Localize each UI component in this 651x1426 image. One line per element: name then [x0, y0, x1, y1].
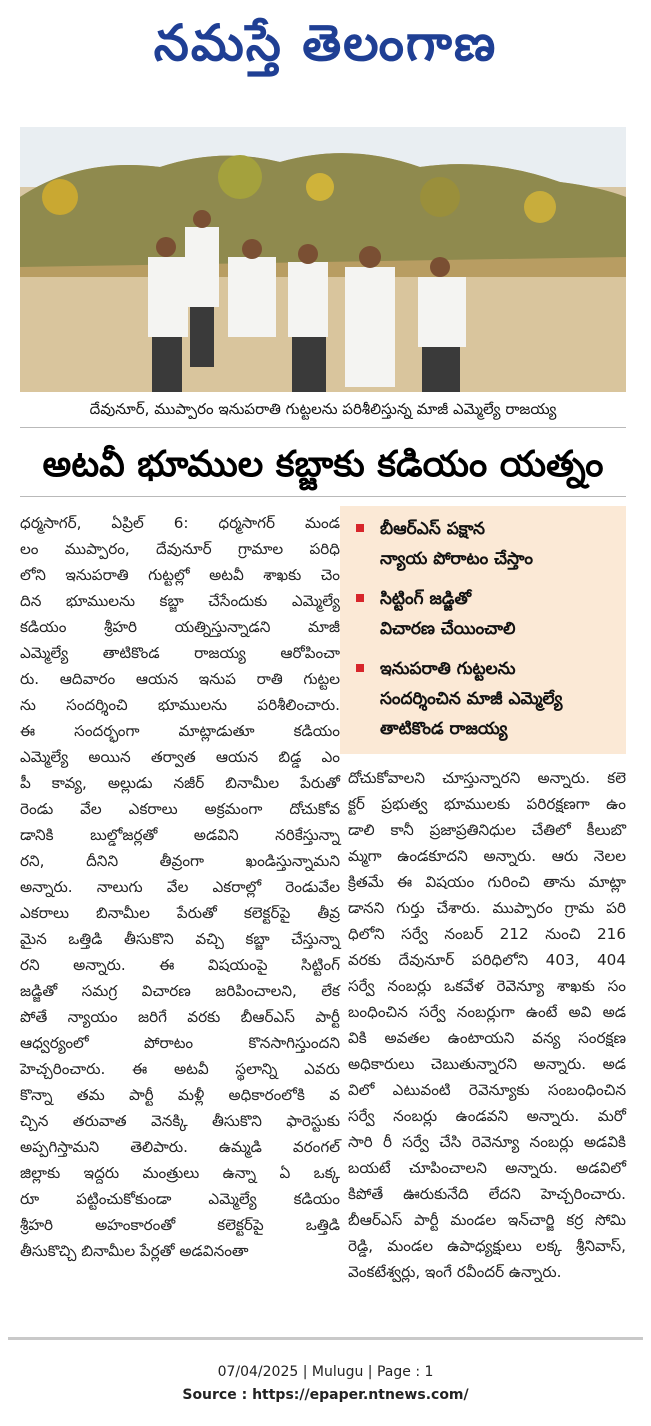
text-line: రెడ్డి, మండల ఉపాధ్యక్షులు లక్క శ్రీనివాస్,: [348, 1237, 626, 1255]
text-line: విలో ఎటువంటి రెవెన్యూకు సంబంధించిన: [348, 1081, 626, 1099]
text-line: శ్రీహరి అహంకారంతో కలెక్టర్‌పై ఒత్తిడి: [20, 1216, 340, 1234]
text-line: జిల్లాకు ఇద్దరు మంత్రులు ఉన్నా ఏ ఒక్క: [20, 1164, 340, 1182]
highlight-line: తాటికొండ రాజయ్య: [380, 719, 508, 739]
text-line: మైన ఒత్తిడి తీసుకొని వచ్చి కబ్జా చేస్తున్నా: [20, 930, 340, 948]
bullet-icon: [356, 524, 364, 532]
highlight-line: ఇనుపరాతి గుట్టలను: [380, 659, 516, 679]
text-line: చ్చిన తరువాత వెనక్కి తీసుకొని ఫారెస్టుకు: [20, 1112, 340, 1130]
highlight-line: బీఆర్ఎస్ పక్షాన: [380, 519, 485, 539]
text-line: ధిలోని సర్వే నంబర్ 212 నుంచి 216: [348, 925, 626, 943]
text-line: రూ పట్టించుకోకుండా ఎమ్మెల్యే కడియం: [20, 1190, 340, 1208]
text-line: సర్వే నంబర్లు ఒకవేళ రెవెన్యూ శాఖకు సం: [348, 977, 626, 995]
text-line: రని అన్నారు. ఈ విషయంపై సిట్టింగ్: [20, 956, 340, 974]
text-line: వెంకటేశ్వర్లు, ఇంగే రవీందర్ ఉన్నారు.: [348, 1263, 562, 1281]
text-line: కడియం శ్రీహరి యత్నిస్తున్నాడని మాజీ: [20, 618, 340, 636]
text-line: తీసుకొచ్చి బినామీల పేర్లతో అడవినంతా: [20, 1242, 249, 1260]
highlight-line: సందర్శించిన మాజీ ఎమ్మెల్యే: [380, 689, 563, 709]
text-line: బయటే చూపించాలని అన్నారు. అడవిలో: [348, 1159, 626, 1177]
page-bottom-divider: [8, 1337, 643, 1340]
news-photo: [20, 127, 626, 392]
text-line: రు. ఆదివారం ఆయన ఇనుప రాతి గుట్టల: [20, 670, 340, 688]
text-line: జడ్జితో సమగ్ర విచారణ జరిపించాలని, లేక: [20, 982, 340, 1000]
text-line: ఎకరాలు బినామీల పేరుతో కలెక్టర్‌పై తీవ్ర: [20, 904, 340, 922]
highlight-item: [356, 654, 562, 744]
caption-divider: [20, 427, 626, 428]
headline-divider: [20, 496, 626, 497]
text-line: అప్పగిస్తామని తెలిపారు. ఉమ్మడి వరంగల్: [20, 1138, 340, 1156]
text-line: డాలి కానీ ప్రజాప్రతినిధుల చేతిలో కీలుబొ: [348, 821, 626, 839]
highlight-item: [356, 584, 516, 644]
text-line: రని, దీనిని తీవ్రంగా ఖండిస్తున్నామని: [20, 852, 340, 870]
article-headline: అటవీ భూముల కబ్జాకు కడియం యత్నం: [42, 444, 604, 485]
text-line: డానికి బుల్డోజర్లతో అడవిని నరికేస్తున్నా: [20, 826, 340, 844]
highlight-line: సిట్టింగ్ జడ్జితో: [380, 589, 472, 609]
text-line: రెండు వేల ఎకరాలు అక్రమంగా దోచుకోవ: [20, 800, 340, 818]
text-line: ధర్మసాగర్, ఏప్రిల్ 6: ధర్మసాగర్ మండ: [20, 514, 340, 532]
text-line: వరకు దేవునూర్ పరిధిలోని 403, 404: [348, 951, 626, 969]
text-line: దోచుకోవాలని చూస్తున్నారని అన్నారు. కలె: [348, 769, 626, 787]
photo-caption: దేవునూర్, ముప్పారం ఇనుపరాతి గుట్టలను పరిశీలిస్తున్న మాజీ ఎమ్మెల్యే రాజయ్య: [89, 400, 557, 418]
text-line: లం ముప్పారం, దేవునూర్ గ్రామాల పరిధి: [20, 540, 340, 558]
text-line: సర్వే నంబర్లు ఉండవని అన్నారు. మరో: [348, 1107, 626, 1125]
highlight-line: విచారణ చేయించాలి: [380, 619, 516, 639]
text-line: అన్నారు. నాలుగు వేల ఎకరాల్లో రెండువేల: [20, 878, 340, 896]
text-line: కొన్నా తమ పార్టీ మళ్లీ అధికారంలోకి వ: [20, 1086, 340, 1104]
text-line: డానని గుర్తు చేశారు. ముప్పారం గ్రామ పరి: [348, 899, 626, 917]
article-column-1: [20, 510, 340, 1264]
newspaper-masthead: నమస్తే తెలంగాణ: [153, 13, 498, 72]
text-line: ఎమ్మెల్యే అయిన తర్వాత ఆయన బిడ్డ ఎం: [20, 748, 340, 766]
text-line: అధికారులు చెబుతున్నారని అన్నారు. అడ: [348, 1055, 626, 1073]
bullet-icon: [356, 664, 364, 672]
highlight-line: న్యాయ పోరాటం చేస్తాం: [380, 549, 534, 569]
text-line: వికి అవతల ఉంటాయని వన్య సంరక్షణ: [348, 1029, 626, 1047]
text-line: క్టర్ ప్రభుత్వ భూములకు పరిరక్షణగా ఉం: [348, 795, 626, 813]
text-line: ఎమ్మెల్యే తాటికొండ రాజయ్య ఆరోపించా: [20, 644, 340, 662]
text-line: బీఆర్ఎస్ పార్టీ మండల ఇన్‌చార్జి కర్ర సోమి: [348, 1211, 626, 1229]
text-line: ను సందర్శించి భూములను పరిశీలించారు.: [20, 696, 340, 714]
text-line: లోని ఇనుపరాతి గుట్టల్లో అటవీ శాఖకు చెం: [20, 566, 340, 584]
text-line: మ్మగా ఉండకూదని అన్నారు. ఆరు నెలల: [348, 847, 626, 865]
text-line: బంధించిన సర్వే నంబర్లుగా ఉంటే అవి అడ: [348, 1003, 626, 1021]
text-line: ఈ సందర్భంగా మాట్లాడుతూ కడియం: [20, 722, 340, 740]
text-line: సారి రీ సర్వే చేసి రెవెన్యూ నంబర్లు అడవికి: [348, 1133, 626, 1151]
text-line: పోతే న్యాయం జరిగే వరకు బీఆర్ఎస్ పార్టీ: [20, 1008, 340, 1026]
footer-source: Source : https://epaper.ntnews.com/: [182, 1387, 469, 1403]
text-line: ఆధ్వర్యంలో పోరాటం కొనసాగిస్తుందని: [20, 1034, 340, 1052]
text-line: క్రితమే ఈ విషయం గురించి తాను మాట్లా: [348, 873, 626, 891]
highlight-item: [356, 514, 533, 574]
article-column-2: [348, 765, 626, 1285]
text-line: కిపోతే ఊరుకునేది లేదని హెచ్చరించారు.: [348, 1185, 626, 1203]
footer-date-edition: 07/04/2025 | Mulugu | Page : 1: [217, 1364, 434, 1380]
bullet-icon: [356, 594, 364, 602]
highlights-box: [340, 506, 626, 754]
text-line: దిన భూములను కబ్జా చేసేందుకు ఎమ్మెల్యే: [20, 592, 340, 610]
text-line: హెచ్చరించారు. ఈ అటవీ స్థలాన్ని ఎవరు: [20, 1060, 340, 1078]
text-line: పీ కావ్య, అల్లుడు నజీర్ బినామీల పేరుతో: [20, 774, 340, 792]
